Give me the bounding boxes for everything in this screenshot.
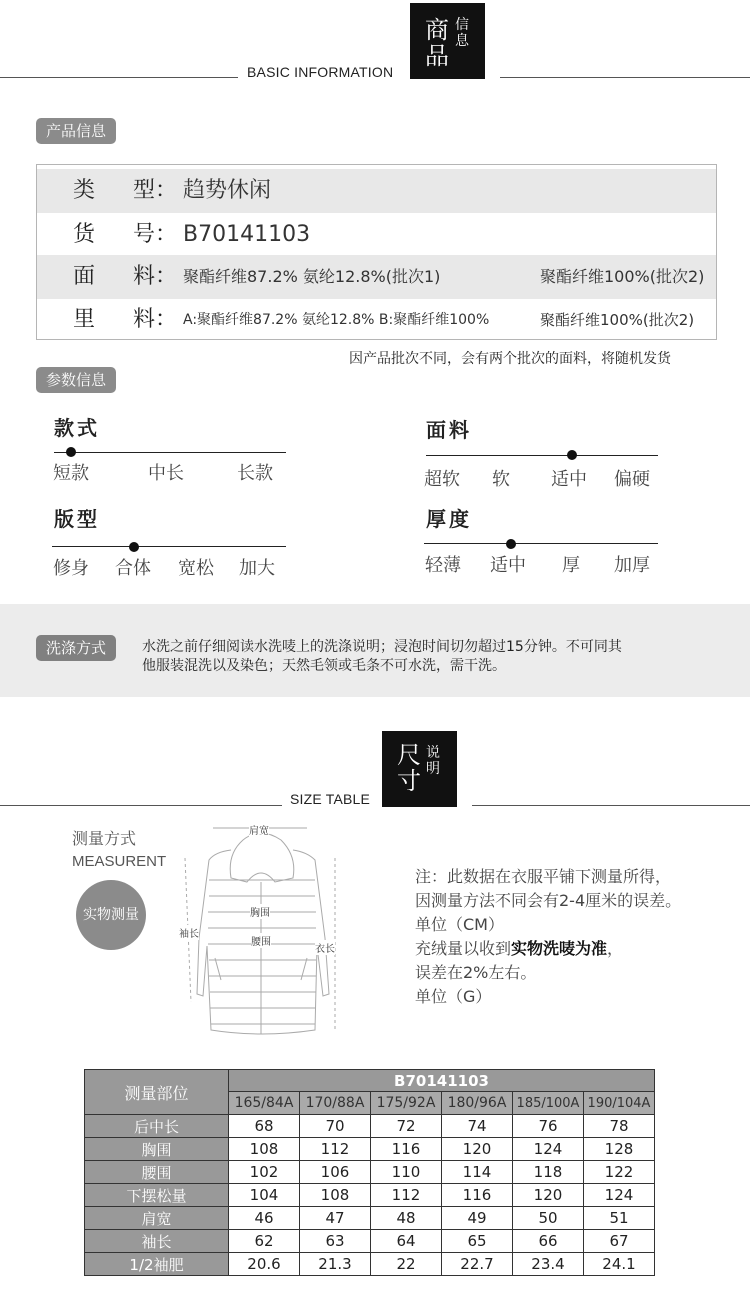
size-column-header: 190/104A — [584, 1092, 655, 1115]
size-cell: 78 — [584, 1115, 655, 1138]
note-line: 因测量方法不同会有2-4厘米的误差。 — [415, 891, 682, 910]
size-row-label: 袖长 — [85, 1230, 229, 1253]
info-label: 类 — [73, 178, 96, 203]
param-fit-title: 版型 — [54, 507, 100, 531]
param-option: 短款 — [53, 463, 89, 484]
size-cell: 22.7 — [442, 1253, 513, 1276]
note-emphasis: 实物洗唛为准 — [511, 939, 608, 958]
size-row-label: 1/2袖肥 — [85, 1253, 229, 1276]
size-cell: 48 — [371, 1207, 442, 1230]
param-option: 加厚 — [614, 555, 650, 576]
param-option: 中长 — [148, 463, 184, 484]
size-table-header-row — [85, 1070, 655, 1092]
param-option: 加大 — [239, 558, 275, 579]
param-style-marker — [66, 447, 76, 457]
param-style-title: 款式 — [54, 416, 100, 440]
size-cell: 72 — [371, 1115, 442, 1138]
size-cell: 120 — [442, 1138, 513, 1161]
param-option: 宽松 — [178, 558, 214, 579]
info-row-type — [37, 169, 716, 213]
product-info-tag: 产品信息 — [36, 118, 116, 144]
param-style-line — [54, 452, 286, 453]
param-fabric-marker — [567, 450, 577, 460]
info-value: A:聚酯纤维87.2% 氨纶12.8% B:聚酯纤维100% — [183, 312, 490, 328]
size-cell: 106 — [300, 1161, 371, 1184]
size-cell: 51 — [584, 1207, 655, 1230]
table-row — [85, 1184, 655, 1207]
size-header-big-2: 寸 — [397, 767, 421, 795]
table-row — [85, 1161, 655, 1184]
header-rule-left — [0, 77, 238, 78]
measure-title-en: MEASURENT — [72, 853, 167, 870]
size-cell: 112 — [300, 1138, 371, 1161]
measure-label-length: 衣长 — [315, 940, 335, 955]
size-row-label: 腰围 — [85, 1161, 229, 1184]
param-option: 修身 — [53, 558, 89, 579]
jacket-sketch — [175, 818, 345, 1043]
size-header-small: 说明 — [426, 745, 440, 777]
size-cell: 120 — [513, 1184, 584, 1207]
wash-instructions — [142, 638, 702, 676]
size-cell: 63 — [300, 1230, 371, 1253]
size-cell: 64 — [371, 1230, 442, 1253]
note-line: 单位（CM） — [415, 915, 504, 934]
size-cell: 65 — [442, 1230, 513, 1253]
size-cell: 62 — [229, 1230, 300, 1253]
size-cell: 102 — [229, 1161, 300, 1184]
wash-line: 他服装混洗以及染色；天然毛领或毛条不可水洗，需干洗。 — [142, 658, 506, 674]
size-row-label: 后中长 — [85, 1115, 229, 1138]
table-row — [85, 1253, 655, 1276]
param-fit-line — [52, 546, 286, 547]
info-label: 货 — [73, 222, 96, 247]
wash-tag: 洗涤方式 — [36, 635, 116, 661]
info-table — [36, 164, 717, 340]
param-option: 合体 — [115, 558, 151, 579]
size-cell: 122 — [584, 1161, 655, 1184]
info-row-lining — [37, 298, 716, 342]
param-fit-marker — [129, 542, 139, 552]
size-column-header: 180/96A — [442, 1092, 513, 1115]
note-text: 充绒量以收到 — [415, 939, 512, 958]
measure-label-chest: 胸围 — [250, 904, 270, 919]
note-text: ， — [607, 939, 624, 958]
param-fabric-line — [426, 455, 658, 456]
info-label: 里 — [73, 307, 96, 332]
param-option: 偏硬 — [614, 469, 650, 490]
measure-label-sleeve: 袖长 — [179, 925, 199, 940]
note-line — [415, 937, 681, 961]
size-table-corner: 测量部位 — [85, 1070, 229, 1115]
param-option: 适中 — [490, 555, 526, 576]
size-cell: 124 — [513, 1138, 584, 1161]
wash-line: 水洗之前仔细阅读水洗唛上的洗涤说明；浸泡时间切勿超过15分钟。不可同其 — [142, 639, 622, 655]
size-table — [84, 1069, 655, 1276]
basic-header-big: 商品 — [425, 16, 449, 70]
info-value-batch2: 聚酯纤维100%(批次2) — [540, 267, 705, 286]
param-option: 轻薄 — [425, 555, 461, 576]
size-cell: 76 — [513, 1115, 584, 1138]
info-value-batch2: 聚酯纤维100%(批次2) — [540, 311, 695, 329]
size-cell: 20.6 — [229, 1253, 300, 1276]
batch-note: 因产品批次不同，会有两个批次的面料，将随机发货 — [349, 351, 671, 367]
size-cell: 23.4 — [513, 1253, 584, 1276]
info-label: 面 — [73, 264, 96, 289]
info-row-fabric — [37, 255, 716, 299]
size-column-header: 185/100A — [513, 1092, 584, 1115]
note-line: 单位（G） — [415, 987, 492, 1006]
size-cell: 49 — [442, 1207, 513, 1230]
table-row — [85, 1115, 655, 1138]
param-option: 厚 — [562, 555, 580, 576]
wash-section — [0, 604, 750, 697]
size-cell: 124 — [584, 1184, 655, 1207]
size-cell: 114 — [442, 1161, 513, 1184]
size-cell: 108 — [300, 1184, 371, 1207]
param-thickness-title: 厚度 — [426, 507, 472, 531]
size-cell: 68 — [229, 1115, 300, 1138]
note-line: 误差在2%左右。 — [415, 963, 537, 982]
size-cell: 70 — [300, 1115, 371, 1138]
param-option: 长款 — [237, 463, 273, 484]
param-info-tag: 参数信息 — [36, 367, 116, 393]
size-header-rule-right — [472, 805, 750, 806]
measure-label-shoulder: 肩宽 — [249, 822, 269, 837]
info-value: 趋势休闲 — [183, 178, 272, 203]
size-cell: 110 — [371, 1161, 442, 1184]
info-label-suffix: 号： — [133, 222, 178, 247]
size-header-big-1: 尺 — [397, 741, 421, 769]
hood-outline — [230, 833, 294, 882]
header-rule-right — [500, 77, 750, 78]
param-option: 超软 — [424, 469, 460, 490]
param-thickness-marker — [506, 539, 516, 549]
basic-header-small: 信息 — [455, 17, 469, 49]
size-cell: 74 — [442, 1115, 513, 1138]
size-cell: 21.3 — [300, 1253, 371, 1276]
table-row — [85, 1207, 655, 1230]
size-table-model: B70141103 — [229, 1070, 655, 1092]
size-row-label: 肩宽 — [85, 1207, 229, 1230]
size-column-header: 175/92A — [371, 1092, 442, 1115]
info-label-suffix: 型： — [133, 178, 178, 203]
size-cell: 104 — [229, 1184, 300, 1207]
table-row — [85, 1138, 655, 1161]
size-header-sub: SIZE TABLE — [290, 791, 371, 807]
size-header-rule-left — [0, 805, 282, 806]
param-fabric-title: 面料 — [426, 418, 472, 442]
table-row — [85, 1230, 655, 1253]
size-cell: 47 — [300, 1207, 371, 1230]
size-cell: 24.1 — [584, 1253, 655, 1276]
size-cell: 66 — [513, 1230, 584, 1253]
basic-header-box — [410, 3, 485, 79]
measure-title: 测量方式 — [72, 829, 137, 848]
info-label-suffix: 料： — [133, 264, 178, 289]
size-table-body — [85, 1115, 655, 1276]
size-cell: 46 — [229, 1207, 300, 1230]
size-cell: 116 — [371, 1138, 442, 1161]
size-header-box — [382, 731, 457, 807]
info-label-suffix: 料： — [133, 307, 178, 332]
note-line: 注：此数据在衣服平铺下测量所得， — [415, 867, 672, 886]
size-row-label: 下摆松量 — [85, 1184, 229, 1207]
param-option: 适中 — [551, 469, 587, 490]
size-cell: 22 — [371, 1253, 442, 1276]
size-column-header: 170/88A — [300, 1092, 371, 1115]
info-row-sku — [37, 213, 716, 257]
size-cell: 67 — [584, 1230, 655, 1253]
size-notes — [415, 865, 681, 1009]
measure-label-waist: 腰围 — [251, 933, 271, 948]
size-cell: 112 — [371, 1184, 442, 1207]
param-thickness-line — [424, 543, 658, 544]
size-cell: 108 — [229, 1138, 300, 1161]
basic-header-sub: BASIC INFORMATION — [247, 64, 394, 80]
size-cell: 50 — [513, 1207, 584, 1230]
info-value: 聚酯纤维87.2% 氨纶12.8%(批次1) — [183, 267, 441, 286]
size-cell: 118 — [513, 1161, 584, 1184]
size-column-header: 165/84A — [229, 1092, 300, 1115]
info-value: B70141103 — [183, 222, 311, 247]
size-cell: 128 — [584, 1138, 655, 1161]
size-row-label: 胸围 — [85, 1138, 229, 1161]
measure-circle: 实物测量 — [76, 880, 146, 950]
size-cell: 116 — [442, 1184, 513, 1207]
param-option: 软 — [492, 469, 510, 490]
